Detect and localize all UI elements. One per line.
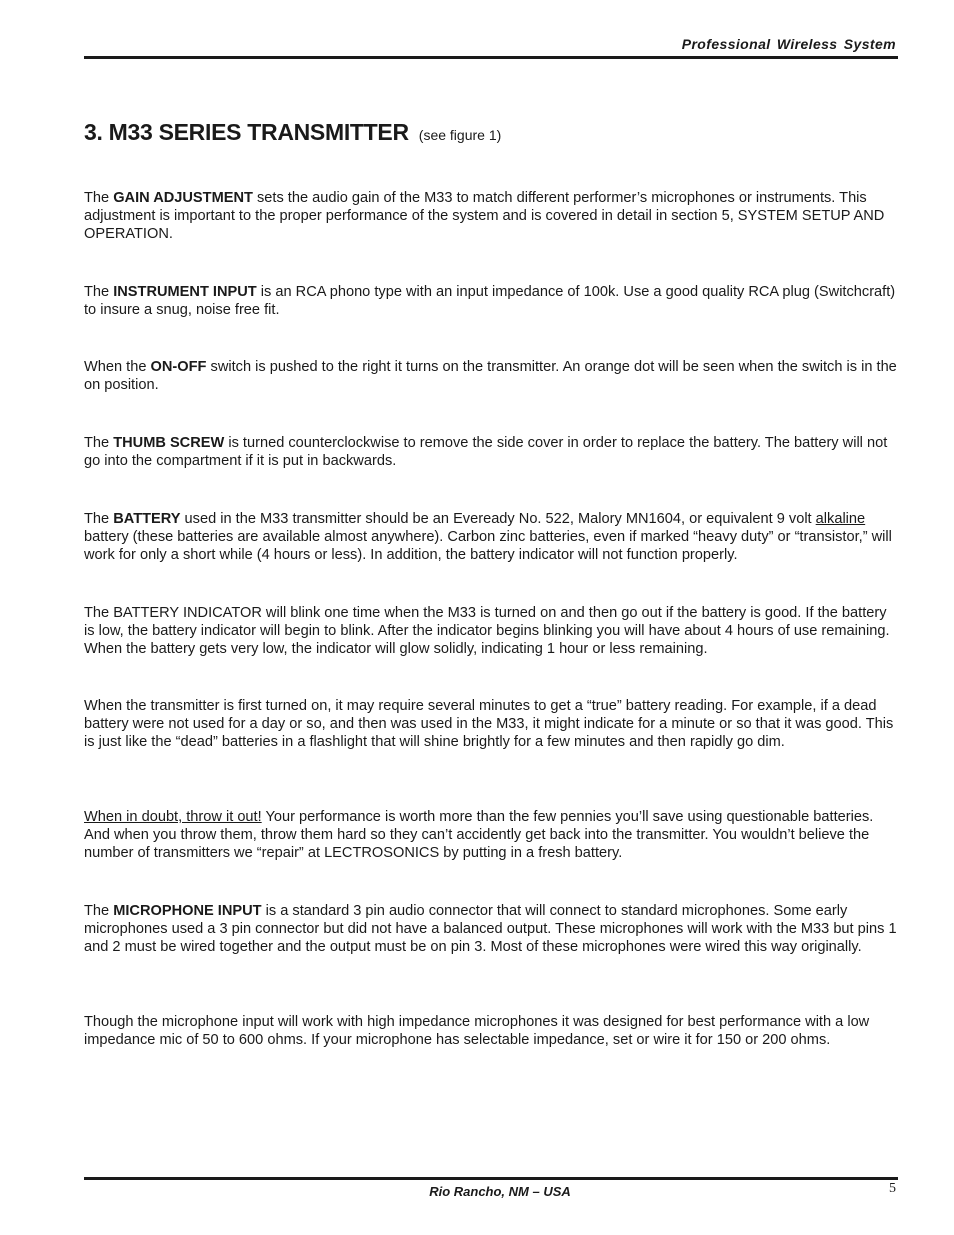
paragraph-battery-reading: When the transmitter is first turned on, it may require several minutes to get a “true” battery reading. For example, if a dead battery were not used for a day or so, and then was used in the M33, it might indicate for a minute or so that it was good. This is just like the “dead” batteries in a flashlight that will shine brightly for a few minutes and then rapidly go dim. [84, 698, 894, 750]
underlined-when-in-doubt: When in doubt, throw it out! [84, 809, 262, 825]
paragraph-microphone-input: The MICROPHONE INPUT is a standard 3 pin audio connector that will connect to standard microphones. Some early microphones used a 3 pin connector but did not have a balanced output. These microphones will work with the M33 but pins 1 and 2 must be wired together and the output must be on pin 3. Most of these microphones were wired this way originally. [84, 903, 897, 955]
section-title: 3. M33 SERIES TRANSMITTER [84, 119, 409, 145]
running-header: Professional Wireless System [681, 36, 896, 52]
paragraph-gain-adjustment: The GAIN ADJUSTMENT sets the audio gain of the M33 to match different performer’s microphones or instruments. This adjustment is important to the proper performance of the system and is covered in detail in section 5, SYSTEM SETUP AND OPERATION. [84, 190, 885, 242]
paragraph-when-in-doubt: When in doubt, throw it out! Your performance is worth more than the few pennies you’ll save using questionable batteries. And when you throw them, throw them hard so they can’t accidently get back into the transmitter. You wouldn’t believe the number of transmitters we “repair” at LECTROSONICS by putting in a fresh battery. [84, 809, 874, 861]
term-thumb-screw: THUMB SCREW [113, 435, 225, 451]
term-microphone-input: MICROPHONE INPUT [113, 903, 262, 919]
term-gain-adjustment: GAIN ADJUSTMENT [113, 190, 253, 206]
paragraph-on-off: When the ON-OFF switch is pushed to the right it turns on the transmitter. An orange dot will be seen when the switch is in the on position. [84, 359, 897, 393]
paragraph-instrument-input: The INSTRUMENT INPUT is an RCA phono type with an input impedance of 100k. Use a good quality RCA plug (Switchcraft) to insure a snug, noise free fit. [84, 284, 896, 318]
page-number: 5 [889, 1181, 896, 1196]
footer-location: Rio Rancho, NM – USA [429, 1184, 571, 1199]
section-heading [84, 119, 501, 146]
paragraph-impedance: Though the microphone input will work with high impedance microphones it was designed for best performance with a low impedance mic of 50 to 600 ohms. If your microphone has selectable impedance, set or wire it for 150 or 200 ohms. [84, 1014, 870, 1048]
paragraph-battery: The BATTERY used in the M33 transmitter should be an Eveready No. 522, Malory MN1604, or equivalent 9 volt alkaline battery (these batteries are available almost anywhere). Carbon zinc batteries, even if marked “heavy duty” or “transistor,” will work for only a short while (4 hours or less). In addition, the battery indicator will not function properly. [84, 511, 892, 563]
figure-reference: (see figure 1) [418, 127, 502, 143]
footer-rule [84, 1177, 898, 1180]
underlined-alkaline: alkaline [815, 511, 866, 527]
term-on-off: ON-OFF [150, 359, 207, 375]
header-rule [84, 56, 898, 59]
paragraph-battery-indicator: The BATTERY INDICATOR will blink one time when the M33 is turned on and then go out if the battery is good. If the battery is low, the battery indicator will begin to blink. After the indicator begins blinking you will have about 4 hours of use remaining. When the battery gets very low, the indicator will glow solidly, indicating 1 hour or less remaining. [84, 605, 890, 657]
paragraph-thumb-screw: The THUMB SCREW is turned counterclockwise to remove the side cover in order to replace the battery. The battery will not go into the compartment if it is put in backwards. [84, 435, 888, 469]
term-instrument-input: INSTRUMENT INPUT [113, 284, 257, 300]
term-battery: BATTERY [113, 511, 181, 527]
